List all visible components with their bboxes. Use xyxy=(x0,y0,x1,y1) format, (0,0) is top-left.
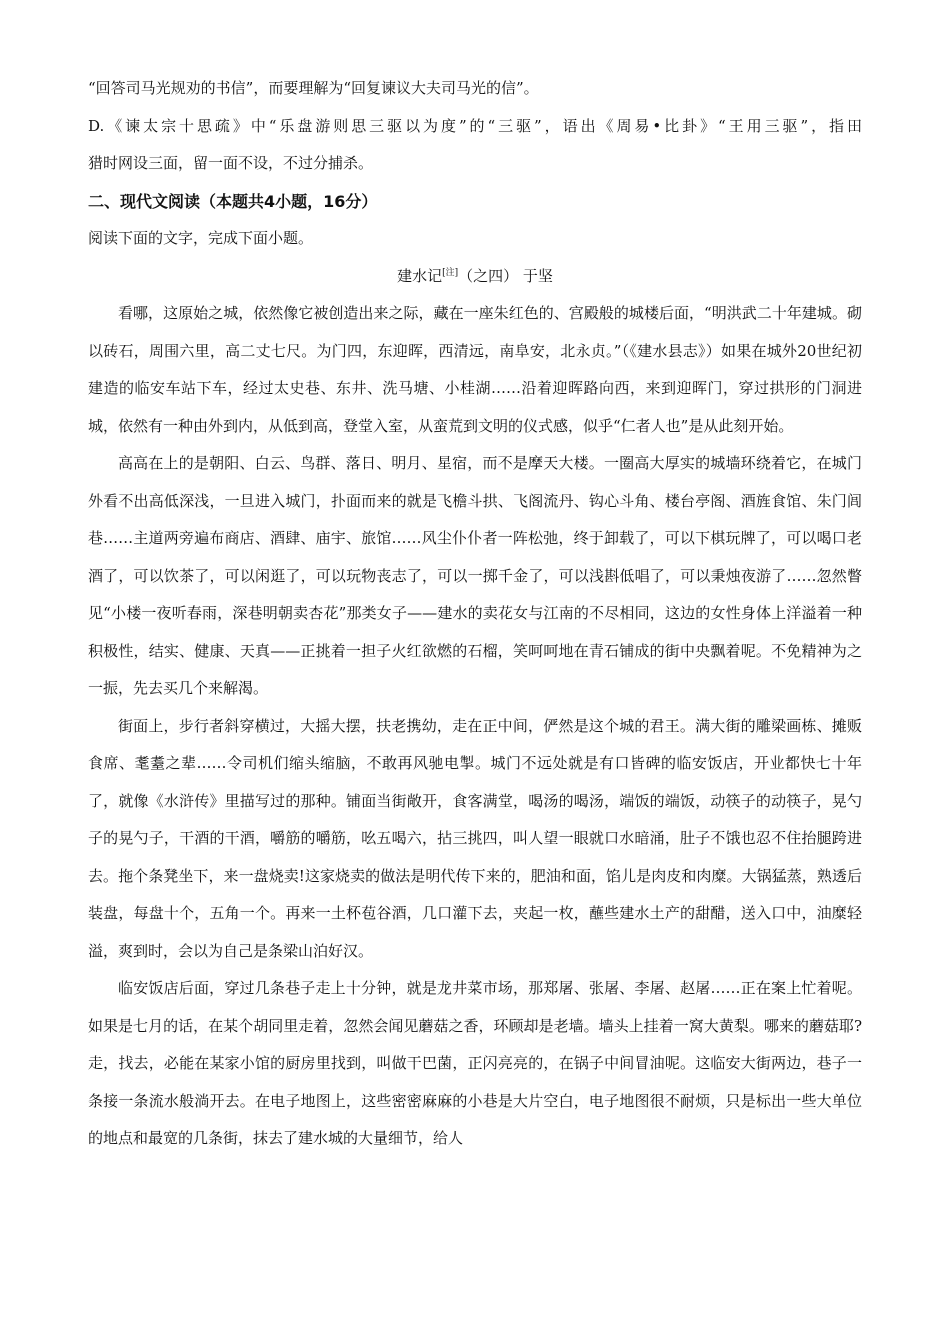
text-line: 猎时网设三面，留一面不设，不过分捕杀。 xyxy=(88,154,374,172)
section-heading: 二、现代文阅读（本题共4小题，16分） xyxy=(88,191,378,211)
document-page xyxy=(88,70,862,1158)
footnote-marker: [注] xyxy=(442,267,459,278)
text-line: “回答司马光规劝的书信”，而要理解为“回复谏议大夫司马光的信”。 xyxy=(88,79,539,97)
paragraph-1: 看哪，这原始之城，依然像它被创造出来之际，藏在一座朱红色的、宫殿般的城楼后面，“明洪武二十年建城。砌以砖石，周围六里，高二丈七尺。为门四，东迎晖，西清远，南阜安，北永贞。”（《建水县志》）如果在城外20世纪初建造的临安车站下车，经过太史巷、东井、洗马塘、小桂湖……沿着迎晖路向西，来到迎晖门，穿过拱形的门洞进城，依然有一种由外到内，从低到高，登堂入室，从蛮荒到文明的仪式感，似乎“仁者人也”是从此刻开始。 xyxy=(88,304,862,435)
paragraph-4: 临安饭店后面，穿过几条巷子走上十分钟，就是龙井菜市场，那郑屠、张屠、李屠、赵屠……正在案上忙着呢。如果是七月的话，在某个胡同里走着，忽然会闻见蘑菇之香，环顾却是老墙。墙头上挂着一窝大黄梨。哪来的蘑菇耶?走，找去，必能在某家小馆的厨房里找到，叫做干巴菌，正闪亮亮的，在锅子中间冒油呢。这临安大街两边，巷子一条接一条流水般淌开去。在电子地图上，这些密密麻麻的小巷是大片空白，电子地图很不耐烦，只是标出一些大单位的地点和最宽的几条街，抹去了建水城的大量细节，给人 xyxy=(88,979,862,1147)
article-title-rest: （之四） 于坚 xyxy=(458,266,553,285)
instruction-text: 阅读下面的文字，完成下面小题。 xyxy=(88,229,314,247)
article-title-main: 建水记 xyxy=(397,266,443,285)
paragraph-2: 高高在上的是朝阳、白云、鸟群、落日、明月、星宿，而不是摩天大楼。一圈高大厚实的城墙环绕着它，在城门外看不出高低深浅，一旦进入城门，扑面而来的就是飞檐斗拱、飞阁流丹、钩心斗角、楼台亭阁、酒旌食馆、朱门闾巷……主道两旁遍布商店、酒肆、庙宇、旅馆……风尘仆仆者一阵松弛，终于卸载了，可以下棋玩牌了，可以喝口老酒了，可以饮茶了，可以闲逛了，可以玩物丧志了，可以一掷千金了，可以浅斟低唱了，可以秉烛夜游了……忽然瞥见“小楼一夜听春雨，深巷明朝卖杏花”那类女子——建水的卖花女与江南的不尽相同，这边的女性身体上洋溢着一种积极性，结实、健康、天真——正挑着一担子火红欲燃的石榴，笑呵呵地在青石铺成的街中央飘着呢。不免精神为之一振，先去买几个来解渴。 xyxy=(88,454,862,697)
text-line: D.《谏太宗十思疏》中“乐盘游则思三驱以为度”的“三驱”，语出《周易•比卦》“王用三驱”，指田 xyxy=(88,116,862,135)
paragraph-3: 街面上，步行者斜穿横过，大摇大摆，扶老携幼，走在正中间，俨然是这个城的君王。满大街的雕梁画栋、摊贩食席、耄耋之辈……令司机们缩头缩脑，不敢再风驰电掣。城门不远处就是有口皆碑的临安饭店，开业都快七十年了，就像《水浒传》里描写过的那种。铺面当街敞开，食客满堂，喝汤的喝汤，端饭的端饭，动筷子的动筷子，晃勺子的晃勺子，干酒的干酒，嚼筋的嚼筋，吆五喝六，拈三挑四，叫人望一眼就口水暗涌，肚子不饿也忍不住抬腿跨进去。拖个条凳坐下，来一盘烧卖!这家烧卖的做法是明代传下来的，肥油和面，馅儿是肉皮和肉糜。大锅猛蒸，熟透后装盘，每盘十个，五角一个。再来一土杯苞谷酒，几口灌下去，夹起一枚，蘸些建水土产的甜醋，送入口中，油糜轻溢，爽到时，会以为自己是条梁山泊好汉。 xyxy=(88,716,862,960)
article-title xyxy=(88,258,862,296)
